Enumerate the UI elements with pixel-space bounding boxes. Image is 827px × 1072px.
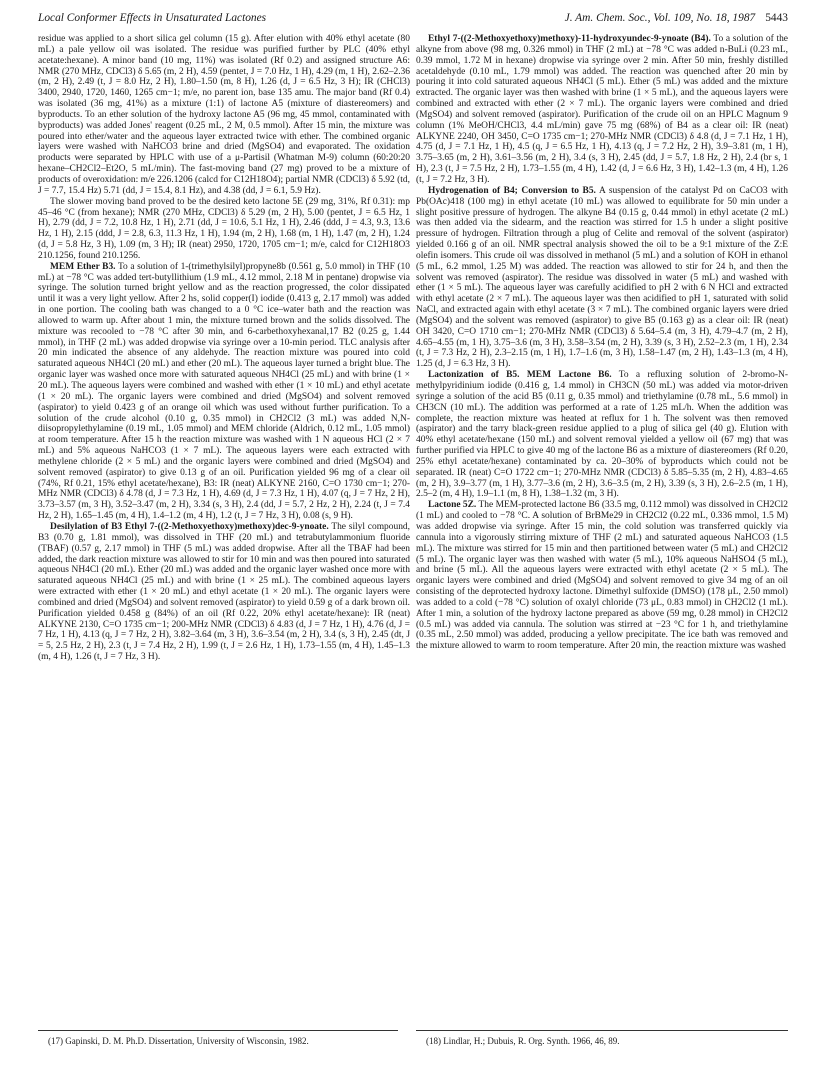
paragraph: [38, 522, 410, 663]
paragraph-text: The slower moving band proved to be the desired keto lactone 5E (29 mg, 31%, Rf 0.31): mp 45–46 °C (from hexane); NMR (270 MHz, CDCl3) δ 5.29 (m, 2 H), 5.00 (pentet, J = 6.5 Hz, 1 H), 2.79 (dd, J = 7.2, 10.8 Hz, 1 H), 2.71 (dd, J = 10.6, 5.1 Hz, 1 H), 2.46 (ddd, J = 4.3, 9.3, 13.6 Hz, 1 H), 2.15 (ddd, J = 2.8, 6.3, 11.3 Hz, 1 H), 1.94 (m, 2 H), 1.68 (m, 1 H), 1.47 (m, 2 H), 1.24 (d, J = 5.8 Hz, 3 H), 1.09 (m, 3 H); IR (neat) 2950, 1720, 1705 cm−1; m/e, calcd for C12H18O3 210.1256, found 210.1256.: [38, 196, 410, 261]
paragraph-text: The silyl compound, B3 (0.70 g, 1.81 mmol), was dissolved in THF (20 mL) and tetrabutylammonium fluoride (TBAF) (0.57 g, 2.17 mmol) in THF (5 mL) was added dropwise. After all the TBAF had been added, the dark reaction mixture was allowed to stir for 10 min and was then poured into saturated aqueous NH4Cl (20 mL). Ether (20 mL) was added and the organic layer washed once more with saturated aqueous NH4Cl (25 mL) and with brine (1 × 25 mL). The combined aqueous layers were extracted with ether (1 × 20 mL) and ethyl acetate (1 × 20 mL). The organic layers were combined and dried (MgSO4) and solvent removed (aspirator) to yield 0.59 g of a dark brown oil. Purification yielded 0.458 g (84%) of an oil (Rf 0.22, 20% ethyl acetate/hexane): IR (neat) ALKYNE 2130, C=O 1735 cm−1; 200-MHz NMR (CDCl3) δ 4.83 (d, J = 7 Hz, 1 H), 4.76 (d, J = 7 Hz, 1 H), 4.13 (q, J = 7 Hz, 2 H), 3.82–3.64 (m, 3 H), 3.6–3.54 (m, 2 H), 3.4 (s, 3 H), 2.45 (dt, J = 5, 2.5 Hz, 2 H), 2.3 (t, J = 7.4 Hz, 2 H), 1.99 (t, J = 2.6 Hz, 1 H), 1.73–1.55 (m, 4 H), 1.45–1.3 (m, 4 H), 1.26 (t, J = 7 Hz, 3 H).: [38, 521, 410, 663]
left-column: [38, 34, 410, 1020]
paragraph-text: To a solution of 1-(trimethylsilyl)propyne8b (0.561 g, 5.0 mmol) in THF (10 mL) at −78 °C was added tert-butyllithium (1.9 mL, 4.12 mmol, 2.18 M in pentane) dropwise via syringe. The solution turned bright yellow and as the reaction progressed, the color dissipated until it was a very light yellow. After 2 hs, solid copper(I) iodide (0.413 g, 2.17 mmol) was added in one portion. The cooling bath was changed to a 0 °C ice–water bath and the reaction was allowed to warm up. After about 1 min, the mixture turned brown and the solids dissolved. The mixture was recooled to −78 °C after 30 min, and 6-carbethoxyhexanal,17 B2 (0.25 g, 1.44 mmol), in THF (2 mL) was added dropwise via syringe over a 10-min period. TLC analysis after 20 min indicated the absence of any aldehyde. The reaction mixture was poured into cold saturated aqueous NH4Cl (20 mL) and ether (20 mL). The aqueous layer turned a bright blue. The organic layer was washed once more with saturated aqueous NH4Cl (25 mL) and with brine (1 × 20 mL). The aqueous layers were combined and washed with ether (1 × 10 mL) and ethyl acetate (1 × 20 mL). The organic layers were combined and dried (MgSO4) and solvent removed (aspirator) to yield 0.423 g of an orange oil which was used without further purification. To a solution of the crude alcohol (0.10 g, 0.35 mmol) in CH2Cl2 (3 mL) was added N,N-diisopropylethylamine (0.19 mL, 1.05 mmol) and MEM chloride (Aldrich, 0.12 mL, 1.05 mmol) at room temperature. After 15 h the reaction mixture was washed with 1 N aqueous HCl (2 × 7 mL) and 5% aqueous NaHCO3 (1 × 7 mL). The aqueous layers were each extracted with methylene chloride (2 × 5 mL) and the organic layers were combined and dried (MgSO4) and solvent removed (aspirator) to give 0.13 g of an oil. Purification yielded 96 mg of a clear oil (74%, Rf 0.21, 15% ethyl acetate/hexane), B3: IR (neat) ALKYNE 2160, C=O 1730 cm−1; 270-MHz NMR (CDCl3) δ 4.78 (d, J = 7.3 Hz, 1 H), 4.69 (d, J = 7.3 Hz, 1 H), 4.07 (q, J = 7 Hz, 2 H), 3.73–3.57 (m, 3 H), 3.52–3.47 (m, 2 H), 3.34 (s, 3 H), 2.4 (dd, J = 5.7, 2 Hz, 2 H), 2.24 (t, J = 7.4 Hz, 2 H), 1.65–1.45 (m, 4 H), 1.4–1.2 (m, 4 H), 1.2 (t, J = 7 Hz, 3 H), 0.08 (s, 9 H).: [38, 261, 410, 522]
footnote-rule-right: [416, 1030, 788, 1031]
paragraph-text: residue was applied to a short silica gel column (15 g). After elution with 40% ethyl acetate (80 mL) a pale yellow oil was isolated. The residue was purified further by PLC (40% ethyl acetate:hexane). A minor band (10 mg, 11%) was isolated (Rf 0.2) and assigned structure A6: NMR (270 MHz, CDCl3) δ 5.65 (m, 2 H), 4.59 (pentet, J = 7.0 Hz, 1 H), 4.29 (m, 1 H), 2.62–2.36 (m, 2 H), 2.49 (t, J = 8.0 Hz, 2 H), 1.80–1.50 (m, 8 H), 1.26 (d, J = 6.5 Hz, 3 H); IR (CHCl3) 3400, 2940, 1720, 1460, 1265 cm−1; m/e, no parent ion, base 135 amu. The major band (Rf 0.4) was isolated (36 mg, 41%) as a mixture (1:1) of lactone A5 (mixture of diastereomers) and byproducts. To an ether solution of the hydroxy lactone A5 (96 mg, 45 mmol, contaminated with byproducts) was added Jones' reagent (0.25 mL, 2 M, 0.5 mmol). After 15 min, the mixture was poured into ether/water and the aqueous layer extracted twice with ether. The combined organic layers were washed with NaHCO3 brine and dried (MgSO4) and evaporated. The oxidation products were separated by HPLC with use of a μ-Partisil (Whatman M-9) column (60:20:20 hexane–CH2Cl2–Et2O, 5 mL/min). The fast-moving band (27 mg) proved to be a mixture of products of overoxidation: m/e 226.1206 (calcd for C12H18O4); partial NMR (CDCl3) δ 5.92 (td, J = 7.7, 15.4 Hz) 5.71 (dd, J = 15.4, 8.1 Hz), and 4.38 (dd, J = 6.1, 5.9 Hz).: [38, 34, 410, 196]
paragraph-text: To a refluxing solution of 2-bromo-N-methylpyridinium iodide (0.416 g, 1.4 mmol) in CH3CN (50 mL) was added via motor-driven syringe a solution of the acid B5 (0.11 g, 0.35 mmol) and triethylamine (0.78 mL, 5.6 mmol) in CH3CN (10 mL). The addition was performed at a rate of 1.25 mL/h. When the addition was complete, the reaction mixture was heated at reflux for 1 h. The solvent was then removed (aspirator) and the tarry black-green residue applied to a plug of silica gel (40 g). Elution with 40% ethyl acetate/hexane (150 mL) and solvent removal yielded a yellow oil (67 mg) that was further purified via HPLC to give 40 mg of the lactone B6 as a mixture of diastereomers (Rf 0.20, 25% ethyl acetate/hexane) contaminated by ca. 20–30% of byproducts which could not be separated. IR (neat) C=O 1722 cm−1; 270-MHz NMR (CDCl3) δ 5.85–5.35 (m, 2 H), 4.83–4.65 (m, 2 H), 3.9–3.77 (m, 1 H), 3.77–3.6 (m, 2 H), 3.6–3.5 (m, 2 H), 3.39 (s, 3 H), 2.6–2.5 (m, 1 H), 2.5–2 (m, 4 H), 1.9–1.1 (m, 8 H), 1.38–1.32 (m, 3 H).: [416, 370, 788, 500]
paragraph-heading: Lactonization of B5. MEM Lactone B6.: [428, 370, 612, 381]
footnote-17: (17) Gapinski, D. M. Ph.D. Dissertation, University of Wisconsin, 1982.: [48, 1036, 309, 1046]
page-number: 5443: [765, 12, 788, 24]
paragraph: [38, 34, 410, 197]
paragraph-heading: Lactone 5Z.: [428, 500, 477, 511]
running-title: Local Conformer Effects in Unsaturated Lactones: [38, 12, 267, 24]
paragraph-heading: Ethyl 7-((2-Methoxyethoxy)methoxy)-11-hydroxyundec-9-ynoate (B4).: [428, 34, 711, 44]
journal-citation: [565, 12, 788, 24]
paragraph: [416, 34, 788, 186]
paragraph-text: The MEM-protected lactone B6 (33.5 mg, 0.112 mmol) was dissolved in CH2Cl2 (1 mL) and cooled to −78 °C. A solution of BrBMe29 in CH2Cl2 (0.22 mL, 0.336 mmol, 1.5 M) was added dropwise via syringe. After 15 min, the cold solution was transferred quickly via cannula into a vigorously stirring mixture of THF (2 mL) and saturated aqueous NaHCO3 (1.5 mL). The mixture was stirred for 15 min and then partitioned between water (5 mL) and CH2Cl2 (5 mL). The organic layer was then washed with water (5 mL), 10% aqueous NaHSO4 (5 mL), and brine (5 mL). All the aqueous layers were extracted with ethyl acetate (2 × 5 mL). The organic layers were combined and dried (MgSO4) and solvent removed to give 34 mg of an oil consisting of the deprotected hydroxy lactone. Dimethyl sulfoxide (DMSO) (178 μL, 2.50 mmol) was added to a cold (−78 °C) solution of oxalyl chloride (73 μL, 0.83 mmol) in CH2Cl2 (1 mL). After 1 min, a solution of the hydroxy lactone prepared as above (59 mg, 0.28 mmol) in CH2Cl2 (0.5 mL) was added via cannula. The solution was stirred at −23 °C for 1 h, and triethylamine (0.35 mL, 2.50 mmol) was added, producing a yellow precipitate. The ice bath was removed and the mixture allowed to warm to room temperature. After 20 min, the reaction mixture was washed: [416, 500, 788, 652]
paragraph-text: A suspension of the catalyst Pd on CaCO3 with Pb(OAc)418 (100 mg) in ethyl acetate (10 mL) was allowed to equilibrate for 50 min under a slight positive pressure of hydrogen. The alkyne B4 (0.15 g, 0.44 mmol) in ethyl acetate (2 mL) was then added via the sidearm, and the reaction was stirred for 1.5 h under a slight positive pressure of hydrogen. Filtration through a plug of Celite and removal of the solvent (aspirator) yielded 0.166 g of an oil. NMR spectral analysis showed the oil to be a 9:1 mixture of the Z:E olefin isomers. This crude oil was dissolved in methanol (5 mL) and a solution of KOH in ethanol (5 mL, 6.2 mmol, 1.25 M) was added. The reaction was allowed to stir for 24 h, and then the solvent was removed (aspirator). The residue was dissolved in water (5 mL) and washed with ether (1 × 5 mL). The aqueous layer was carefully acidified to pH 2 with 6 N HCl and extracted with ethyl acetate (2 × 7 mL). The aqueous layer was then acidified to pH 1, saturated with solid NaCl, and extracted again with ethyl acetate (3 × 7 mL). The combined organic layers were dried (MgSO4) and the solvent was removed (aspirator) to give B5 (0.163 g) as a clear oil: IR (neat) OH 3420, C=O 1710 cm−1; 270-MHz NMR (CDCl3) δ 5.64–5.4 (m, 3 H), 4.79–4.7 (m, 2 H), 4.65–4.55 (m, 1 H), 3.75–3.6 (m, 3 H), 3.58–3.54 (m, 2 H), 3.39 (s, 3 H), 2.52–2.3 (m, 1 H), 2.34 (t, J = 7.3 Hz, 2 H), 2.3–2.15 (m, 1 H), 1.7–1.6 (m, 3 H), 1.58–1.47 (m, 2 H), 1.43–1.3 (m, 4 H), 1.25 (d, J = 6.3 Hz, 3 H).: [416, 185, 788, 370]
footnote-18: (18) Lindlar, H.; Dubuis, R. Org. Synth. 1966, 46, 89.: [426, 1036, 620, 1046]
paragraph: [416, 370, 788, 500]
paragraph: [38, 262, 410, 522]
footnote-rule-left: [38, 1030, 398, 1031]
paragraph-heading: Hydrogenation of B4; Conversion to B5.: [428, 185, 596, 196]
paragraph-text: To a solution of the alkyne from above (98 mg, 0.326 mmol) in THF (2 mL) at −78 °C was added n-BuLi (0.23 mL, 0.39 mmol, 1.72 M in hexane) dropwise via syringe over 2 min. After 50 min, freshly distilled acetaldehyde (0.10 mL, 1.79 mmol) was added. The reaction was quenched after 20 min by pouring it into cold saturated aqueous NH4Cl (5 mL). Ether (5 mL) was added and the mixture extracted. The organic layer was then washed with brine (1 × 5 mL), and the aqueous layers were combined and extracted with ether (2 × 7 mL). The organic layers were combined and dried (MgSO4) and solvent removed (aspirator). Purification of the crude oil on an HPLC Magnum 9 column (1% MeOH/CHCl3, 4.4 mL/min) gave 75 mg (68%) of B4 as a clear oil: IR (neat) ALKYNE 2240, OH 3450, C=O 1735 cm−1; 270-MHz NMR (CDCl3) δ 4.8 (d, J = 7.1 Hz, 1 H), 4.75 (d, J = 7.1 Hz, 1 H), 4.5 (q, J = 6.5 Hz, 1 H), 4.13 (q, J = 7.2 Hz, 2 H), 3.9–3.81 (m, 1 H), 3.75–3.65 (m, 2 H), 3.61–3.56 (m, 2 H), 3.4 (s, 3 H), 2.45 (dd, J = 5.7, 1.8 Hz, 2 H), 2.4 (br s, 1 H), 2.3 (t, J = 7.5 Hz, 2 H), 1.73–1.55 (m, 4 H), 1.42 (d, J = 6.6 Hz, 3 H), 1.42–1.3 (m, 4 H), 1.26 (t, J = 7.2 Hz, 3 H).: [416, 34, 788, 185]
journal-info: J. Am. Chem. Soc., Vol. 109, No. 18, 1987: [564, 12, 756, 24]
paragraph: [416, 500, 788, 652]
page-header: [38, 12, 788, 28]
paragraph-heading: Desilylation of B3 Ethyl 7-((2-Methoxyethoxy)methoxy)dec-9-ynoate.: [50, 521, 329, 532]
right-column: [416, 34, 788, 1020]
paragraph: [38, 197, 410, 262]
paragraph: [416, 186, 788, 370]
paragraph-heading: MEM Ether B3.: [50, 261, 116, 272]
